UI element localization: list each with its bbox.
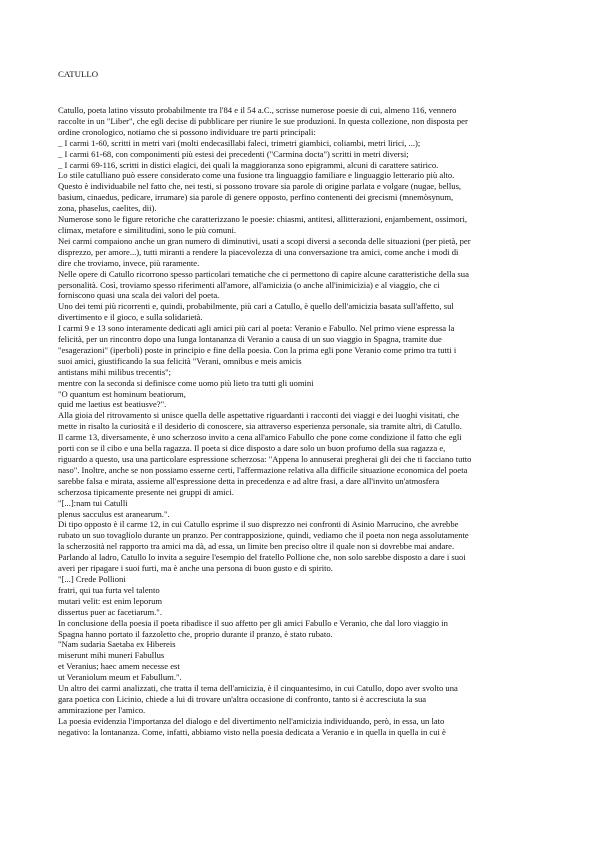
text-line: La poesia evidenzia l'importanza del dialogo e del divertimento nell'amicizia individuando, però, in essa, un lato bbox=[58, 715, 445, 726]
text-line: Questo è individuabile nel fatto che, nei testi, si possono trovare sia parole di origine parlata e volgare (nugae, bellus, bbox=[58, 181, 462, 192]
text-line: Numerose sono le figure retoriche che caratterizzano le poesie: chiasmi, antitesi, allitterazioni, enjambement, ossimori, bbox=[58, 214, 468, 225]
text-line: sarebbe falsa e mirata, assieme all'espressione detta in precedenza e ad altre frasi, a dare all'invito un'atmosfera bbox=[58, 475, 440, 486]
text-line: Alla gioia del ritrovamento si unisce quella delle aspettative riguardanti i racconti dei viaggi e dei luoghi visitati, che bbox=[58, 410, 460, 421]
text-line: antistans mihi milibus trecentis"; bbox=[58, 366, 172, 377]
text-line: porti con se il cibo e una bella ragazza. Il poeta si dice disposto a dare solo un buon profumo della sua ragazza e, bbox=[58, 443, 446, 454]
text-line: Nei carmi compaiono anche un gran numero di diminutivi, usati a scopi diversi a seconda delle situazioni (per pietà, per bbox=[58, 235, 471, 246]
text-line: _ I carmi 69-116, scritti in distici elagici, dei quali la maggioranza sono epigrammi, alcuni di carattere satirico. bbox=[58, 159, 439, 170]
text-line: Nelle opere di Catullo ricorrono spesso particolari tematiche che ci permettono di capire alcune caratteristiche della sua bbox=[58, 268, 469, 279]
text-line: Lo stile catulliano può essere considerato come una fusione tra linguaggio familiare e linguaggio letterario più alto. bbox=[58, 170, 455, 181]
text-line: suoi amici, giustificando la sua felicità "Verani, omnibus e meis amicis bbox=[58, 355, 302, 366]
text-line: "[...] Crede Pollioni bbox=[58, 573, 126, 584]
text-line: climax, metafore e similitudini, sono le più comuni. bbox=[58, 224, 237, 235]
text-line: Catullo, poeta latino vissuto probabilmente tra l'84 e il 54 a.C., scrisse numerose poesie di cui, almeno 116, vennero bbox=[58, 105, 457, 115]
text-line: _ I carmi 1-60, scritti in metri vari (molti endecasillabi faleci, trimetri giambici, coliambi, metri lirici, ...); bbox=[58, 137, 421, 148]
text-line: averi per ripagare i suoi furti, ma è anche una persona di buon gusto e di spirito. bbox=[58, 563, 333, 574]
text-line: "esagerazioni" (iperboli) poste in principio e fine della poesia. Con la prima egli pone Veranio come primo tra tutti i bbox=[58, 344, 457, 355]
text-line: dissertus puer ac facetiarum.". bbox=[58, 606, 162, 617]
text-line: Di tipo opposto è il carme 12, in cui Catullo esprime il suo disprezzo nei confronti di Asinio Marrucino, che avrebbe bbox=[58, 519, 459, 530]
text-line: miserunt mihi muneri Fabullus bbox=[58, 650, 165, 661]
document-title: CATULLO bbox=[58, 69, 99, 79]
text-line: et Veranius; haec amem necesse est bbox=[58, 661, 180, 672]
text-line: quid me laetius est beatiusve?". bbox=[58, 399, 167, 410]
text-line: la scherzosità nel rapporto tra amici ma dà, ad essa, un limite ben preciso oltre il quale non si dovrebbe mai andare. bbox=[58, 541, 455, 552]
text-line: naso". Inoltre, anche se non possiamo esserne certi, l'affermazione relativa alla difficile situazione economica del poeta bbox=[58, 464, 468, 475]
text-line: dire che troviamo, invece, più raramente. bbox=[58, 257, 200, 268]
text-line: plenus sacculus est aranearum.". bbox=[58, 508, 170, 519]
text-line: mette in risalto la curiosità e il desiderio di conoscere, sia attraverso esperienza personale, sia tramite altri, di Catullo. bbox=[58, 421, 462, 432]
text-line: In conclusione della poesia il poeta ribadisce il suo affetto per gli amici Fabullo e Veranio, che dal loro viaggio in bbox=[58, 617, 448, 628]
text-line: scherzosa tipicamente presente nei gruppi di amici. bbox=[58, 486, 234, 497]
text-line: negativo: la lontananza. Come, infatti, abbiamo visto nella poesia dedicata a Veranio e in quella in quella in cui è bbox=[58, 726, 446, 737]
text-line: riguardo a questo, usa una particolare espressione scherzosa: "Appena lo annuserai pregherai gli dei che ti facciano tutto bbox=[58, 454, 472, 464]
text-line: ordine cronologico, notiamo che si possono individuare tre parti principali: bbox=[58, 126, 316, 137]
text-line: mutari velit: est enim leporum bbox=[58, 595, 163, 606]
text-line: zona, phaselus, caelites, dii). bbox=[58, 203, 157, 214]
text-line: _ I carmi 61-68, con componimenti più estesi dei precedenti ("Carmina docta") scritti in metri diversi; bbox=[58, 148, 409, 159]
text-line: ut Veraniolum meum et Fabullum.". bbox=[58, 672, 182, 683]
text-line: Un altro dei carmi analizzati, che tratta il tema dell'amicizia, è il cinquantesimo, in cui Catullo, dopo aver svolto una bbox=[58, 683, 458, 694]
text-line: Uno dei temi più ricorrenti e, quindi, probabilmente, più cari a Catullo, è quello dell'amicizia basata sull'affetto, sul bbox=[58, 301, 454, 312]
text-line: raccolte in un "Liber", che egli decise di pubblicare per riunire le sue produzioni. In questa collezione, non disposta per bbox=[58, 115, 468, 126]
document-body bbox=[58, 105, 596, 738]
text-line: disprezzo, per amore...), tutti miranti a rendere la piacevolezza di una conversazione tra amici, come anche i modi di bbox=[58, 246, 459, 257]
text-line: Spagna hanno portato il fazzoletto che, proprio durante il pranzo, è stato rubato. bbox=[58, 628, 333, 639]
text-line: basium, cinaedus, pedicare, irrumare) sia parole di genere opposto, perfino contenenti dei grecismi (mnemòsynum, bbox=[58, 192, 454, 203]
text-line: "O quantum est hominum beatiorum, bbox=[58, 388, 186, 399]
text-line: "[...]:nam tui Catulli bbox=[58, 497, 128, 508]
text-line: mentre con la seconda si definisce come uomo più lieto tra tutti gli uomini bbox=[58, 377, 314, 388]
text-line: rubato un suo tovagliolo durante un pranzo. Per contrapposizione, quindi, vediamo che il poeta non nega assolutamente bbox=[58, 530, 469, 541]
text-line: ammirazione per l'amico. bbox=[58, 704, 146, 715]
text-line: fratri, qui tua furta vel talento bbox=[58, 584, 160, 595]
text-line: felicità, per un rincontro dopo una lunga lontananza di Veranio a causa di un suo viaggio in Spagna, tramite due bbox=[58, 334, 442, 345]
text-line: divertimento e il gioco, e sulla solidarietà. bbox=[58, 312, 203, 323]
text-line: personalità. Così, troviamo spesso riferimenti all'amore, all'amicizia (o anche all'inimicizia) e al viaggio, che ci bbox=[58, 279, 440, 290]
text-line: Parlando al ladro, Catullo lo invita a seguire l'esempio del fratello Pollione che, non solo sarebbe disposto a dare i suoi bbox=[58, 552, 466, 563]
text-line: gara poetica con Licinio, chiede a lui di trovare un'altra occasione di confronto, tanto si è accresciuta la sua bbox=[58, 693, 427, 704]
text-line: I carmi 9 e 13 sono interamente dedicati agli amici più cari al poeta: Veranio e Fabullo. Nel primo viene espressa la bbox=[58, 323, 455, 334]
text-line: "Nam sudaria Saetaba ex Hibereis bbox=[58, 639, 176, 650]
text-line: forniscono quasi una scala dei valori del poeta. bbox=[58, 290, 220, 301]
text-line: Il carme 13, diversamente, è uno scherzoso invito a cena all'amico Fabullo che pone come condizione il fatto che egli bbox=[58, 432, 462, 443]
